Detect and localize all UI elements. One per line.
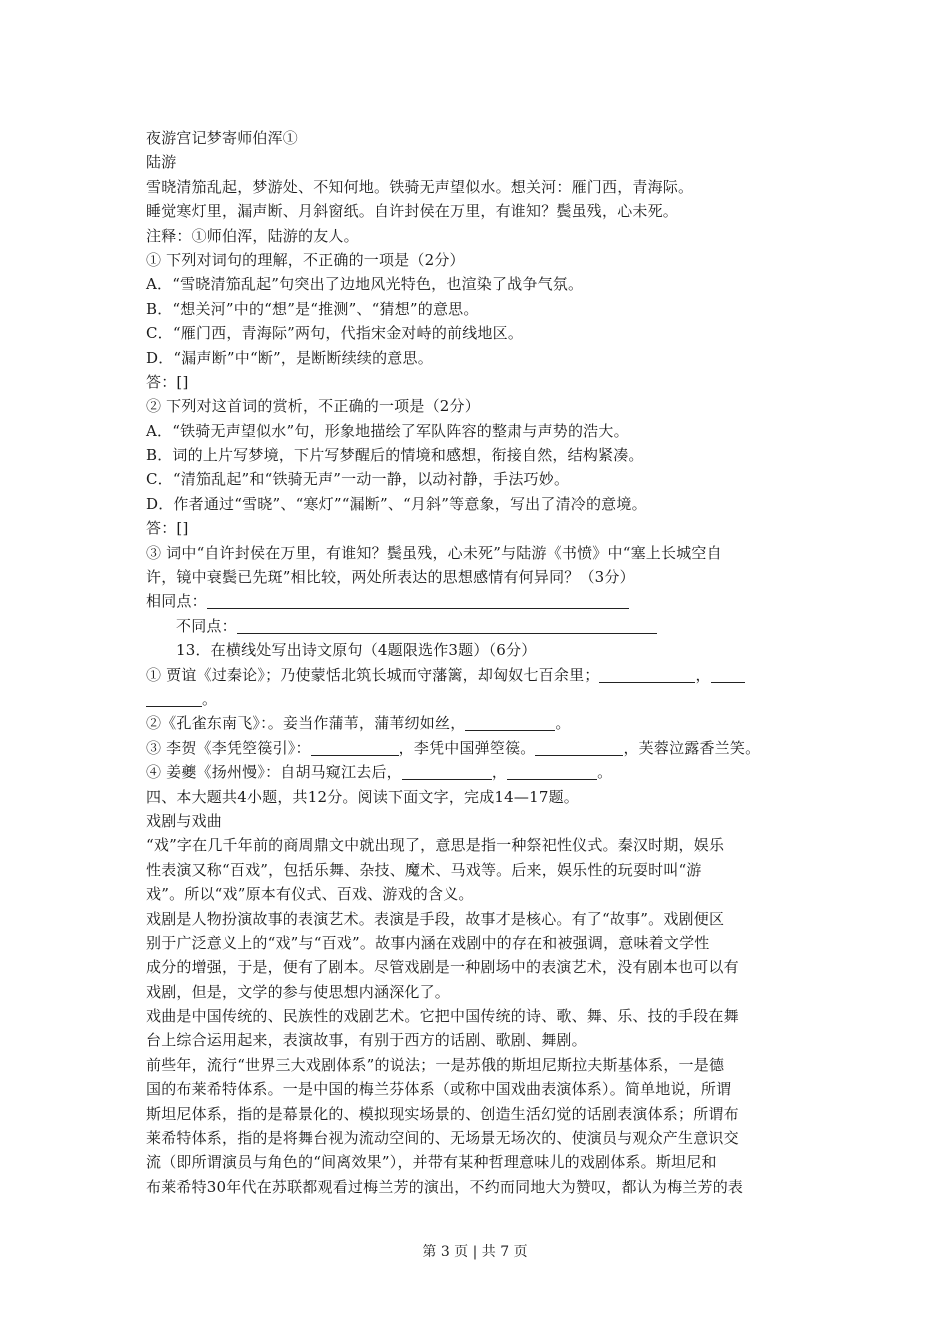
fill-blank[interactable]	[711, 666, 745, 683]
question-stem: ① 下列对词句的理解，不正确的一项是（2分）	[146, 250, 465, 269]
fill-item-continued	[146, 687, 816, 711]
article-line: 戏曲是中国传统的、民族性的戏剧艺术。它把中国传统的诗、歌、舞、乐、技的手段在舞	[146, 1007, 739, 1026]
article-line: 性表演又称“百戏”，包括乐舞、杂技、魔术、马戏等。后来，娱乐性的玩耍时叫“游	[146, 860, 702, 879]
article-line: 戏”。所以“戏”原本有仪式、百戏、游戏的含义。	[146, 885, 474, 904]
fill-blank[interactable]	[507, 763, 597, 780]
fill-blank[interactable]	[402, 763, 492, 780]
fill-blank[interactable]	[535, 739, 623, 756]
option-d: D．作者通过“雪晓”、“寒灯”“漏断”、“月斜”等意象，写出了清冷的意境。	[146, 494, 647, 513]
article-line: 斯坦尼体系，指的是幕景化的、模拟现实场景的、创造生活幻觉的话剧表演体系；所谓布	[146, 1104, 739, 1123]
option-d: D．“漏声断”中“断”，是断断续续的意思。	[146, 348, 433, 367]
option-c: C．“雁门西，青海际”两句，代指宋金对峙的前线地区。	[146, 324, 524, 343]
article-title: 戏剧与戏曲	[146, 811, 223, 830]
same-point-label: 相同点：	[146, 592, 207, 611]
page-content	[146, 126, 816, 1199]
fill-item-text: ，芙蓉泣露香兰笑。	[623, 738, 761, 757]
article-line: 别于广泛意义上的“戏”与“百戏”。故事内涵在戏剧中的存在和被强调，意味着文学性	[146, 933, 710, 952]
question-stem: ② 下列对这首词的赏析，不正确的一项是（2分）	[146, 397, 480, 416]
article-line: 成分的增强，于是，便有了剧本。尽管戏剧是一种剧场中的表演艺术，没有剧本也可以有	[146, 958, 739, 977]
option-b: B．词的上片写梦境，下片写梦醒后的情境和感想，衔接自然，结构紧凑。	[146, 446, 644, 465]
fill-item-text: ，李凭中国弹箜篌。	[398, 738, 536, 757]
poem-title: 夜游宫记梦寄师伯浑①	[146, 129, 299, 147]
article-line: 莱希特体系，指的是将舞台视为流动空间的、无场景无场次的、使演员与观众产生意识交	[146, 1129, 739, 1148]
question-stem: 许，镜中衰鬓已先斑”相比较，两处所表达的思想感情有何异同？（3分）	[146, 568, 635, 587]
fill-item	[146, 711, 816, 735]
fill-item-text: ，	[695, 665, 711, 684]
option-b: B．“想关河”中的“想”是“推测”、“猜想”的意思。	[146, 299, 479, 318]
question-stem: 13．在横线处写出诗文原句（4题限选作3题）（6分）	[176, 641, 537, 660]
fill-item	[146, 736, 816, 760]
fill-blank[interactable]	[311, 739, 399, 756]
diff-point-row	[146, 614, 816, 638]
article-line: 国的布莱希特体系。一是中国的梅兰芬体系（或称中国戏曲表演体系）。简单地说，所谓	[146, 1080, 732, 1099]
fill-item-text: 。	[202, 689, 218, 708]
article-line: 布莱希特30年代在苏联都观看过梅兰芳的演出，不约而同地大为赞叹，都认为梅兰芳的表	[146, 1177, 744, 1196]
fill-item-text: ① 贾谊《过秦论》；乃使蒙恬北筑长城而守藩篱，却匈奴七百余里；	[146, 665, 600, 684]
poem-author: 陆游	[146, 153, 177, 172]
option-c: C．“清笳乱起”和“铁骑无声”一动一静，以动衬静，手法巧妙。	[146, 470, 570, 489]
fill-item-text: 。	[597, 763, 613, 782]
diff-point-blank[interactable]	[237, 617, 657, 634]
fill-blank[interactable]	[146, 690, 202, 707]
article-line: 戏剧是人物扮演故事的表演艺术。表演是手段，故事才是核心。有了“故事”。戏剧便区	[146, 909, 725, 928]
article-line: 流（即所谓演员与角色的“间离效果”），并带有某种哲理意味儿的戏剧体系。斯坦尼和	[146, 1153, 717, 1172]
fill-item-text: ③ 李贺《李凭箜篌引》：	[146, 738, 311, 757]
answer-line: 答：[]	[146, 372, 189, 391]
diff-point-label: 不同点：	[176, 616, 237, 635]
answer-line: 答：[]	[146, 519, 189, 538]
fill-item-text: 。	[555, 714, 571, 733]
fill-item-text: ④ 姜夔《扬州慢》：自胡马窥江去后，	[146, 763, 402, 782]
fill-item-text: ②《孔雀东南飞》：。妾当作蒲苇，蒲苇纫如丝，	[146, 714, 466, 733]
same-point-blank[interactable]	[207, 592, 629, 609]
article-line: 前些年，流行“世界三大戏剧体系”的说法；一是苏俄的斯坦尼斯拉夫斯基体系，一是德	[146, 1055, 725, 1074]
same-point-row	[146, 589, 816, 613]
article-line: 戏剧，但是，文学的参与使思想内涵深化了。	[146, 982, 451, 1001]
poem-line: 睡觉寒灯里，漏声断、月斜窗纸。自许封侯在万里，有谁知？鬓虽残，心未死。	[146, 202, 679, 221]
option-a: A．“雪晓清笳乱起”句突出了边地风光特色，也渲染了战争气氛。	[146, 275, 584, 294]
poem-note: 注释：①师伯浑，陆游的友人。	[146, 226, 359, 245]
article-line: 台上综合运用起来，表演故事，有别于西方的话剧、歌剧、舞剧。	[146, 1031, 587, 1050]
article-line: “戏”字在几千年前的商周鼎文中就出现了，意思是指一种祭祀性仪式。秦汉时期，娱乐	[146, 836, 725, 855]
page-footer: 第 3 页 | 共 7 页	[422, 1244, 528, 1260]
question-stem: ③ 词中“自许封侯在万里，有谁知？鬓虽残，心未死”与陆游《书愤》中“塞上长城空自	[146, 543, 722, 562]
article-body	[146, 833, 816, 1199]
fill-item	[146, 663, 816, 687]
option-a: A．“铁骑无声望似水”句，形象地描绘了军队阵容的整肃与声势的浩大。	[146, 421, 629, 440]
poem-line: 雪晓清笳乱起，梦游处、不知何地。铁骑无声望似水。想关河：雁门西，青海际。	[146, 177, 694, 196]
fill-item-text: ，	[491, 763, 508, 782]
section-heading: 四、本大题共4小题，共12分。阅读下面文字，完成14—17题。	[146, 787, 580, 806]
fill-item	[146, 760, 816, 784]
fill-blank[interactable]	[465, 714, 555, 731]
fill-blank[interactable]	[599, 666, 695, 683]
